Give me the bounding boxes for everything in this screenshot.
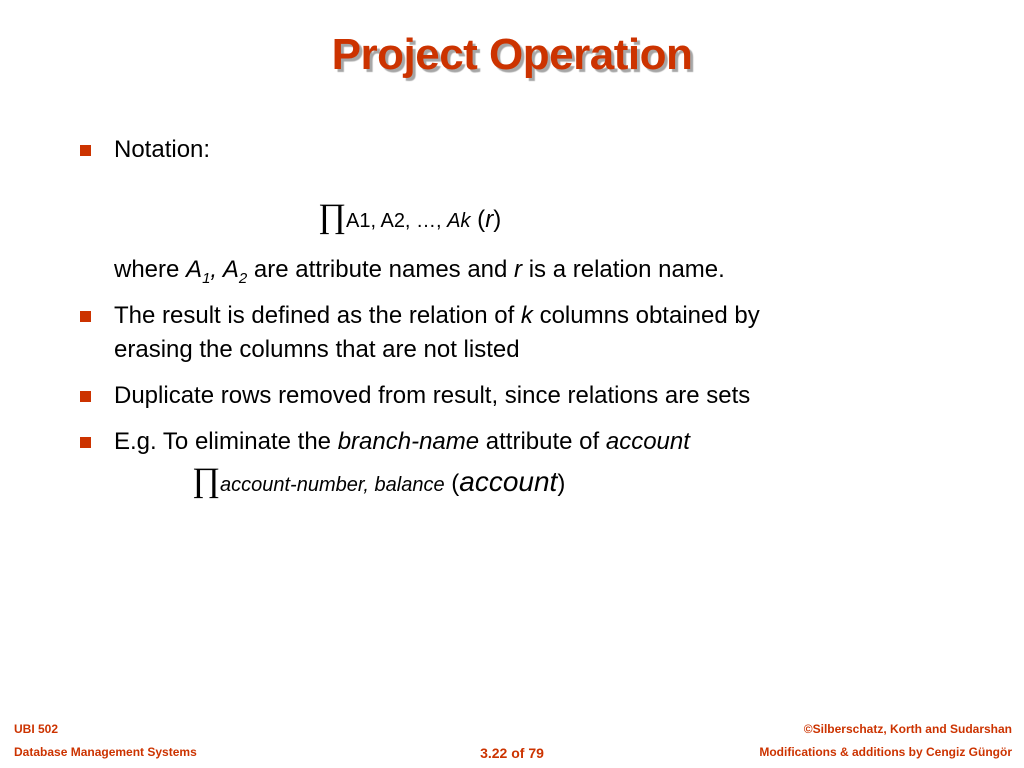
bullet-square-icon [80, 437, 91, 448]
result-text-b: columns obtained by [532, 302, 760, 329]
footer-course: UBI 502 [14, 722, 59, 736]
attr-comma: , [210, 256, 223, 283]
attr-a2: A [222, 256, 239, 283]
bullet-square-icon [80, 311, 91, 322]
footer-subject: Database Management Systems [14, 745, 197, 759]
formula-argument: account [459, 466, 558, 497]
formula-subscript: A1, A2, …, [346, 210, 448, 232]
pi-symbol: ∏ [318, 198, 346, 235]
where-line [114, 256, 725, 287]
bullet-text: Duplicate rows removed from result, since relations are sets [114, 382, 751, 409]
paren-close: ) [493, 206, 502, 233]
slide-title: Project Operation [331, 30, 693, 79]
paren-open: ( [444, 470, 460, 497]
pi-symbol: ∏ [192, 462, 220, 499]
eg-account: account [605, 428, 690, 455]
eg-text-b: attribute of [479, 428, 606, 455]
bullet-text: Notation: [114, 136, 211, 163]
where-end: is a relation name. [522, 256, 725, 283]
attr-a2-sub: 2 [238, 269, 248, 287]
paren-open: ( [470, 206, 486, 233]
example-formula [192, 462, 565, 500]
bullet-square-icon [80, 391, 91, 402]
projection-formula [318, 198, 501, 236]
footer-copyright: ©Silberschatz, Korth and Sudarshan [803, 722, 1012, 736]
result-k: k [520, 302, 533, 329]
result-text-a: The result is defined as the relation of [114, 302, 521, 329]
formula-subscript-italic: Ak [447, 210, 471, 232]
where-r: r [514, 256, 523, 283]
paren-close: ) [557, 470, 566, 497]
bullet-text [114, 302, 760, 330]
where-text: where [114, 256, 187, 283]
bullet-result-line2: erasing the columns that are not listed [114, 336, 520, 363]
bullet-square-icon [80, 145, 91, 156]
footer-page-number: 3.22 of 79 [480, 745, 544, 761]
eg-text-a: E.g. To eliminate the [114, 428, 338, 455]
footer-modifications: Modifications & additions by Cengiz Güngör [759, 745, 1012, 759]
formula-subscript: account-number, balance [220, 474, 445, 496]
eg-branch-name: branch-name [337, 428, 480, 455]
attr-a1: A [186, 256, 203, 283]
bullet-text [114, 428, 690, 456]
attr-a1-sub: 1 [202, 269, 211, 287]
where-mid: are attribute names and [247, 256, 515, 283]
formula-argument: r [485, 206, 494, 233]
